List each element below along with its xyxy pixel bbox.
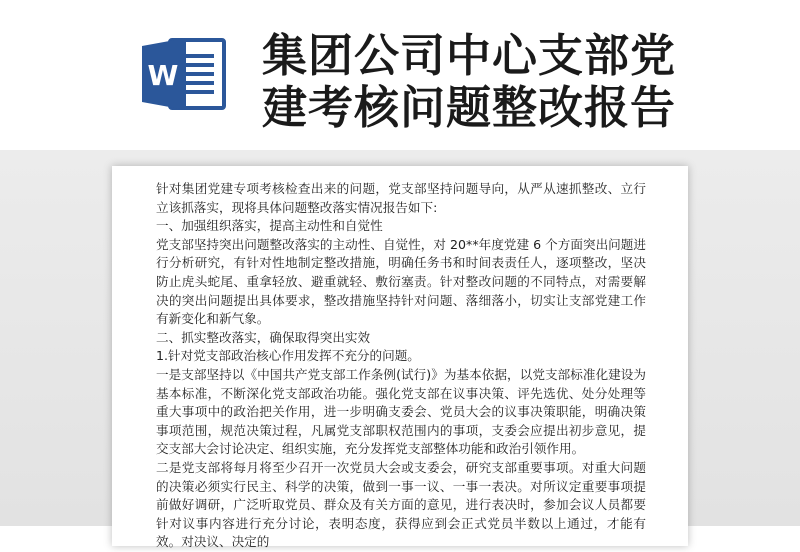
title-line-1: 集团公司中心支部党 <box>262 29 677 82</box>
word-document-icon <box>140 34 230 114</box>
body-paragraph: 一是支部坚持以《中国共产党支部工作条例(试行)》为基本依据，以党支部标准化建设为基本标准，不断深化党支部政治功能。强化党支部在议事决策、评先选优、处分处理等重大事项中的政治把关作用，进一步明确支委会、党员大会的议事决策职能，明确决策事项范围，规范决策过程，凡属党支部职权范围内的事项，支委会应提出初步意见，提交支部大会讨论决定、组织实施，充分发挥党支部整体功能和政治引领作用。 <box>156 366 646 457</box>
document-body <box>156 180 646 552</box>
svg-text:W: W <box>147 59 179 92</box>
header-banner <box>0 0 800 160</box>
document-title <box>262 30 782 134</box>
body-paragraph: 党支部坚持突出问题整改落实的主动性、自觉性，对 20**年度党建 6 个方面突出问题进行分析研究，有针对性地制定整改措施，明确任务书和时间表责任人，逐项整改，坚决防止虎头蛇尾、重拿轻放、避重就轻、敷衍塞责。针对整改问题的不同特点，对需要解决的突出问题提出具体要求，整改措施坚持针对问题、落细落小，切实让支部党建工作有新变化和新气象。 <box>156 236 646 327</box>
section-heading-2: 二、抓实整改落实，确保取得突出实效 <box>156 329 371 345</box>
document-page <box>112 166 688 550</box>
body-paragraph: 二是党支部将每月将至少召开一次党员大会或支委会，研究支部重要事项。对重大问题的决策必须实行民主、科学的决策，做到一事一议、一事一表决。对所议定重要事项提前做好调研，广泛听取党员、群众及有关方面的意见，进行表决时，参加会议人员都要针对议事内容进行充分讨论，表明态度，获得应到会正式党员半数以上通过，才能有效。对决议、决定的 <box>156 459 646 550</box>
intro-paragraph: 针对集团党建专项考核检查出来的问题，党支部坚持问题导向，从严从速抓整改、立行立该抓落实，现将具体问题整改落实情况报告如下: <box>156 181 646 215</box>
subsection-heading: 1.针对党支部政治核心作用发挥不充分的问题。 <box>156 348 420 364</box>
title-line-2: 建考核问题整改报告 <box>262 81 677 134</box>
section-heading-1: 一、加强组织落实，提高主动性和自觉性 <box>156 218 383 234</box>
